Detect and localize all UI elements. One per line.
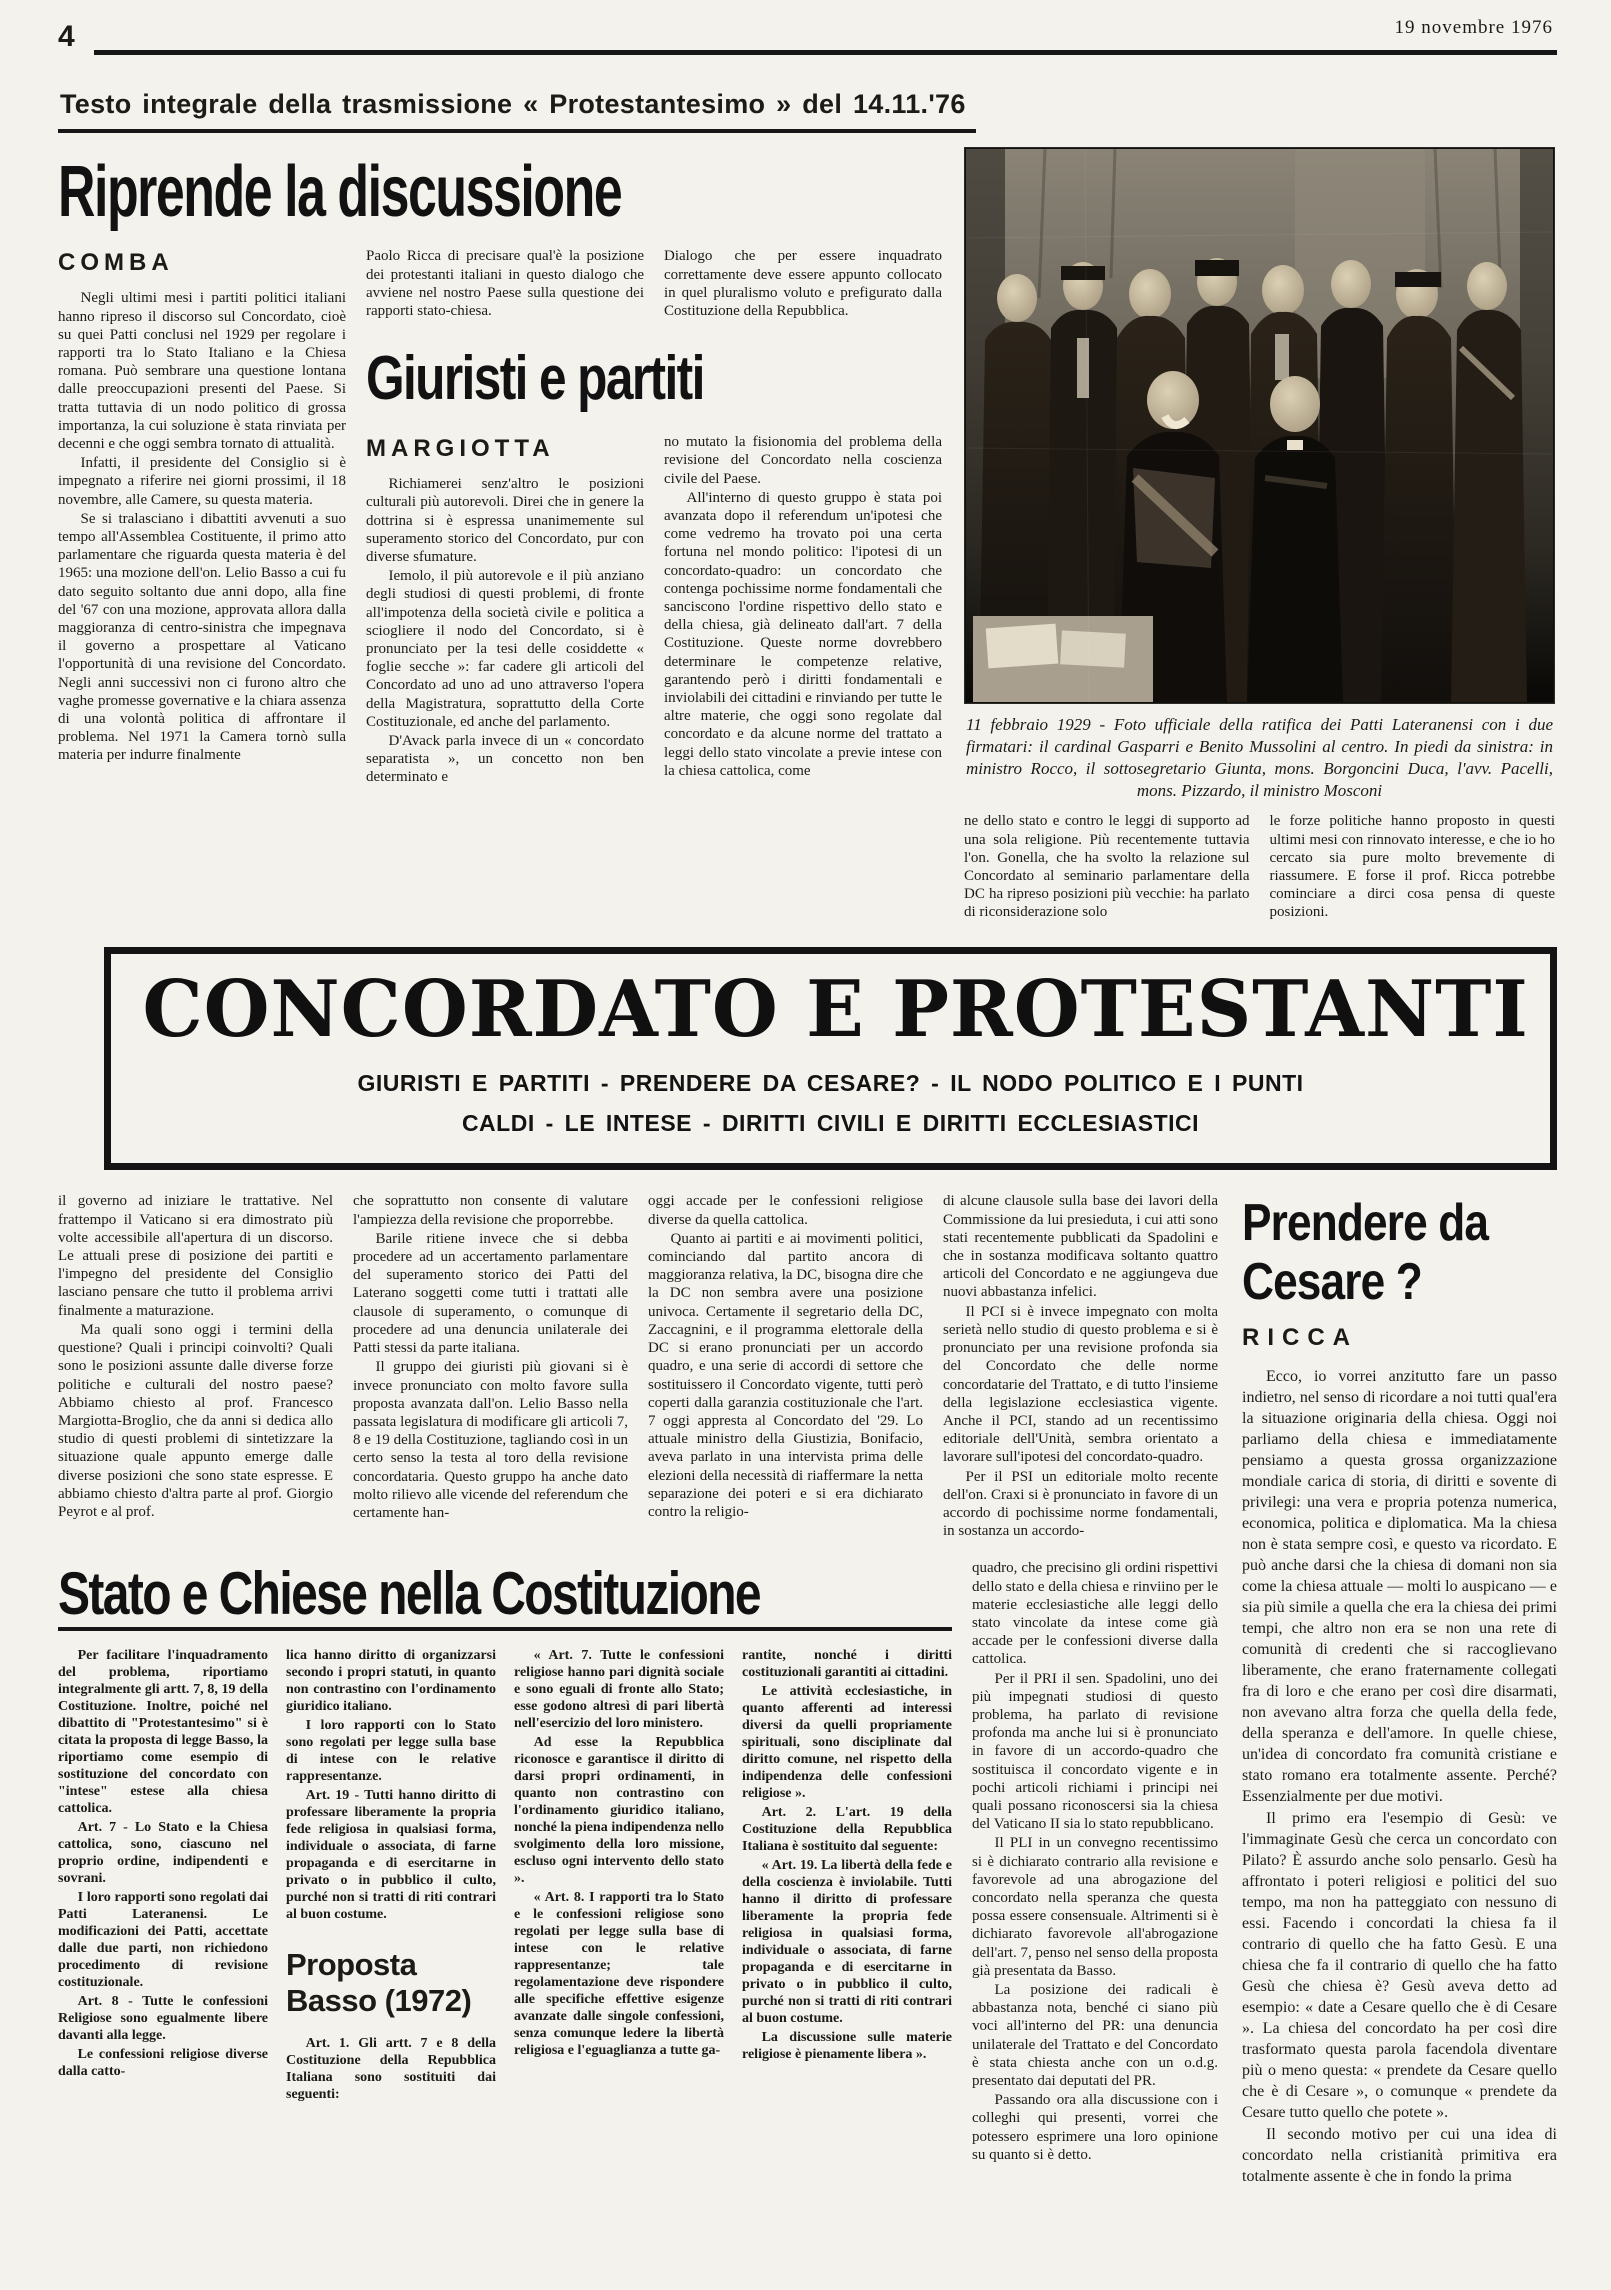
banner-box [104,947,1557,1171]
constitution-col-b-bottom: Art. 1. Gli artt. 7 e 8 della Costituzione della Repubblica Italiana sono sostituiti dai seguenti: [286,2035,496,2102]
comba-text: Negli ultimi mesi i partiti politici italiani hanno ripreso il discorso sul Concordato, cioè su quei Patti conclusi nel 1929 per regolare i rapporti tra lo Stato Italiano e la Chiesa romana. Può sembrare una questione lontana dalle preoccupazioni presenti del Paese. Si tratta tuttavia di un nodo politico di grossa importanza, la cui soluzione è stata rinviata per decenni e che oggi sembra tornato di attualità. Infatti, il presidente del Consiglio si è impegnato a riferire nei giorni prossimi, il 18 novembre, alle Camere, su questa materia. Se si tralasciano i dibattiti avvenuti a suo tempo all'Assemblea Costituente, il primo atto parlamentare che riguarda questa materia è del 1965: una mozione dell'on. Lelio Basso a cui fu dato seguito soltanto due anni dopo, alla fine del '67 con una mozione, approvata allora dalla maggioranza di centro-sinistra che impegnava il governo a prospettare al Vaticano l'opportunità di una revisione del Concordato. Negli anni successivi non ci furono altro che vaghe promesse governative e la chiara assenza di una volontà politica di affrontare il problema. Nel 1971 la Camera tornò sulla materia per indurre finalmente [58,290,346,764]
intro-continuation-left: Paolo Ricca di precisare qual'è la posizione dei protestanti italiani in questo dialogo che avviene nel nostro Paese sulla questione dei rapporti stato-chiesa. [366,248,644,319]
page-header [58,12,1557,74]
mid-column-2: che soprattutto non consente di valutare l'ampiezza della revisione che proporrebbe. Barile ritiene invece che si debba procedere ad un accertamento parlamentare del superamento storico dei Patti del Laterano soggetti come tutti i trattati alle clausole di superamento, o comunque di procedere ad una denuncia unilaterale dei Patti stessi da parte italiana. Il gruppo dei giuristi più giovani si è invece pronunciato con molto favore sulla proposta avanzata dall'on. Lelio Basso nella passata legislatura di modificare gli articoli 7, 8 e 19 della Costituzione, tagliando così in un certo senso la testa al toro della revisione concordataria. Questo gruppo ha anche dato molto rilievo alle vicende del referendum che certamente han- [353,1193,628,1521]
photo-block [964,147,1555,922]
giuristi-headline: Giuristi e partiti [366,344,704,414]
after-photo-col-right: le forze politiche hanno proposto in questi ultimi mesi con rinnovato interesse, e che io ho cercato sia pure molto brevemente di riassumere. E forse il prof. Ricca potrebbe cominciare a dirci cosa pensa di queste posizioni. [1269,813,1555,921]
giuristi-block [366,247,942,787]
byline-ricca: RICCA [1242,1323,1358,1351]
byline-comba: COMBA [58,249,174,277]
byline-margiotta: MARGIOTTA [366,435,555,463]
stato-headline: Stato e Chiese nella Costituzione [58,1559,952,1631]
lead-headline: Riprende la discussione [58,152,622,233]
lead-article-section [58,147,1557,922]
lateran-pacts-photo [964,147,1555,704]
proposta-basso-subhead: Proposta Basso (1972) [286,1947,472,2018]
issue-date: 19 novembre 1976 [1394,17,1553,38]
margiotta-text: Richiamerei senz'altro le posizioni culturali più autorevoli. Direi che in genere la dottrina si è espressa unanimemente sul superamento storico del Concordato, pur con diverse sfumature. Iemolo, il più autorevole e il più anziano degli studiosi di questi problemi, di fronte all'impotenza della società civile e politica a sciogliere il nodo del Concordato, si è pronunciato per la tesi delle cosiddette « foglie secche »: far cadere gli articoli del Concordato ad uno ad uno attraverso l'opera della Magistratura, soprattutto della Corte Costituzionale, ed anche del parlamento. D'Avack parla invece di un « concordato separatista », un concetto non ben determinato e [366,476,644,786]
cesare-article [1242,1192,1557,2187]
constitution-col-b-top: lica hanno diritto di organizzarsi secondo i propri statuti, in quanto non contrastino con l'ordinamento giuridico italiano. I loro rapporti con lo Stato sono regolati per legge sulla base di intese con le relative rappresentanze. Art. 19 - Tutti hanno diritto di professare liberamente la propria fede religiosa in qualsiasi forma, individuale o associata, di farne propaganda e di esercitarne in privato o in pubblico il culto, purché non si tratti di riti contrari al buon costume. [286,1648,496,1923]
banner-title: CONCORDATO E PROTESTANTI [142,963,1529,1055]
mid-columns [58,1192,1218,1541]
kicker-headline: Testo integrale della trasmissione « Protestantesimo » del 14.11.'76 [58,86,976,133]
constitution-col-b [286,1647,496,2104]
lead-article-left [58,147,942,922]
mid-column-4: di alcune clausole sulla base dei lavori della Commissione da lui presieduta, i cui atti sono stati recentemente pubblicati da Spadolini e che in sostanza modificava soltanto quattro articoli del Concordato e ne aggiungeva due nuovi abbastanza infelici. Il PCI si è invece impegnato con molta serietà nello studio di questo problema e si è pronunciato per una revisione profonda sia del Concordato che delle norme concordatarie del Trattato, e di tutto l'insieme della legislazione ecclesiastica vigente. Anche il PCI, stando ad un recentissimo editoriale dell'Unità, sembra orientato a lavorare sull'ipotesi del concordato-quadro. Per il PSI un editoriale molto recente dell'on. Craxi si è pronunciato in favore di un accordo di pochissime norme fondamentali, in sostanza un accordo- [943,1193,1218,1540]
constitution-col-a: Per facilitare l'inquadramento del problema, riportiamo integralmente gli artt. 7, 8, 19 della Costituzione. Inoltre, poiché nel dibattito di "Protestantesimo" si è citata la proposta di legge Basso, la riportiamo come esempio di sostituzione del concordato con "intese" estese alla chiesa cattolica. Art. 7 - Lo Stato e la Chiesa cattolica, sono, ciascuno nel proprio ordine, indipendenti e sovrani. I loro rapporti sono regolati dai Patti Lateranensi. Le modificazioni dei Patti, accettate dalle due parti, non richiedono procedimento di revisione costituzionale. Art. 8 - Tutte le confessioni Religiose sono egualmente libere davanti alla legge. Le confessioni religiose diverse dalla catto- [58,1648,268,2080]
header-rule [94,50,1557,55]
after-photo-col-left: ne dello stato e contro le leggi di supporto ad una sola religione. Più recentemente tuttavia l'on. Gonella, che ha svolto la relazione sul Concordato al seminario parlamentare della DC ha ripreso posizioni più vecchie: ha parlato di riconsiderazione solo [964,813,1250,921]
photo-caption: 11 febbraio 1929 - Foto ufficiale della ratifica dei Patti Lateranensi con i due firmatari: il cardinal Gasparri e Benito Mussolini al centro. In piedi da sinistra: in ministro Rocco, il sottosegretario Giunta, mons. Borgoncini Duca, l'avv. Pacelli, mons. Pizzardo, il ministro Mosconi [966,715,1553,801]
comba-column [58,247,346,787]
lower-left-block [58,1192,1218,2187]
parties-column-e: quadro, che precisino gli ordini rispettivi dello stato e della chiesa e rinviino per le materie ecclesiastiche alle leggi dello stato vincolate da intese come già accade per le confessioni diverse dalla cattolica. Per il PRI il sen. Spadolini, uno dei più impegnati studiosi di questo problema, ha parlato di revisione profonda ma anche lui si è pronunciato in favore di un accordo-quadro che sostituisca il concordato vigente e in pochi articoli richiami i principi nei quali possano riconoscersi sia la chiesa del Vaticano II sia lo stato repubblicano. Il PLI in un convegno recentissimo si è dichiarato contrario alla revisione e favorevole ad una abrogazione del concordato nella speranza che questa possa essere consensuale. Altrimenti si è dichiarato favorevole all'abrogazione dell'art. 7, penso nel senso della proposta già presentata da Basso. La posizione dei radicali è abbastanza nota, benché ci siano più voci all'interno del PR: una denuncia unilaterale del Trattato e del Concordato è stata chiesta anche con un o.d.g. presentato dai deputati del PR. Passando ora alla discussione con i colleghi qui presenti, vorrei che potessero esprimere una loro opinione su quanto si è detto. [972,1560,1218,2163]
photo-illustration [965,148,1554,703]
constitution-col-d: rantite, nonché i diritti costituzionali garantiti ai cittadini. Le attività ecclesiastiche, in quanto afferenti ad interessi diversi da quelli propriamente spirituali, sono disciplinate dal diritto comune, nel rispetto della indipendenza delle confessioni religiose ». Art. 2. L'art. 19 della Costituzione della Repubblica Italiana è sostituito dal seguente: « Art. 19. La libertà della fede e della coscienza è inviolabile. Tutti hanno il diritto di professare liberamente la propria fede religiosa in qualsiasi forma, individuale o associata, di farne propaganda e di esercitarne in privato o in pubblico il culto, purché non si tratti di riti contrari al buon costume. La discussione sulle materie religiose è pienamente libera ». [742,1648,952,2063]
constitution-col-c: « Art. 7. Tutte le confessioni religiose hanno pari dignità sociale e sono eguali di fronte allo Stato; esse godono altresì di pari libertà nell'esercizio del loro ministero. Ad esse la Repubblica riconosce e garantisce il diritto di darsi propri ordinamenti, in quanto non contrastino con l'ordinamento giuridico italiano, nonché la piena indipendenza nello svolgimento della loro missione, escluso ogni intervento dello stato ». « Art. 8. I rapporti tra lo Stato e le confessioni religiose sono regolati per legge sulla base di intese con le relative rappresentanze; tale regolamentazione deve rispondere alle specifiche effettive esigenze avanzate dalle singole confessioni, senza comunque ledere la libertà religiosa e l'eguaglianza a tutte ga- [514,1648,724,2059]
intro-continuation-right: Dialogo che per essere inquadrato correttamente deve essere appunto collocato in quel pluralismo voluto e prefigurato dalla Costituzione della Repubblica. [664,248,942,319]
margiotta-column [366,433,644,787]
lower-section [58,1192,1557,2187]
cesare-headline: Prendere da Cesare ? [1242,1194,1489,1311]
mid-column-1: il governo ad iniziare le trattative. Nel frattempo il Vaticano si era dimostrato più volte accessibile all'apertura di un discorso. Le attuali prese di posizione dei partiti e l'impegno del presidente del Consiglio lasciano pensare che tutto il problema arrivi finalmente a maturazione. Ma quali sono oggi i termini della questione? Quali i principi coinvolti? Quali sono le posizioni assunte dalle diverse forze politiche e culturali del nostro paese? Abbiamo chiesto al prof. Francesco Margiotta-Broglio, che da anni si dedica allo studio di questi problemi di sintetizzare la situazione quale appunto emerge dalle diverse posizioni che sono state espresse. E abbiamo chiesto d'altra parte al prof. Giorgio Peyrot e al prof. [58,1193,333,1520]
page-number: 4 [58,20,75,53]
banner-subtitle: GIURISTI E PARTITI - PRENDERE DA CESARE? - IL NODO POLITICO E I PUNTI CALDI - LE INTESE - DIRITTI CIVILI E DIRITTI ECCLESIASTICI [357,1069,1304,1137]
giuristi-text-right: no mutato la fisionomia del problema della revisione del Concordato nella coscienza civile del Paese. All'interno di questo gruppo è stata poi avanzata dopo il referendum un'ipotesi che come vedremo ha trovato poi una certa fortuna nel mondo politico: l'ipotesi di un concordato-quadro: un concordato che contenga pochissime norme fondamentali che sanciscono l'ordine rispettivo dello stato e della chiesa, già delineato dall'art. 7 della Costituzione. Queste norme dovrebbero determinare le competenze relative, garantendo però i diritti fondamentali e inviolabili dei cittadini e rinviando per tutte le altre materie, che oggi sono regolate dal concordato e da alcune norme del trattato a leggi dello stato vincolate a previe intese con la chiesa cattolica, come [664,434,942,779]
cesare-text: Ecco, io vorrei anzitutto fare un passo indietro, nel senso di ricordare a noi tutti qual'era la situazione originaria della chiesa. Oggi noi parliamo della chiesa e immediatamente pensiamo a questa grossa organizzazione mondiale carica di storia, di diritti e sovente di privilegi: una vera e propria potenza numerica, economica, politica e diplomatica. Ma la chiesa non è stata sempre così, e questo va ricordato. E può anche darsi che la chiesa di domani non sia come la chiesa attuale — molti lo auspicano — e sia più simile a quella che era la chiesa dei primi tempi, che altro non era se non una rete di comunità di credenti che si raccoglievano liberamente, che erano fraternamente collegati fra di loro e che erano per così dire disarmati, non avevano altra forza che quella della fede, della speranza e dell'amore. In quelle chiese, un'idea di concordato fra comunità cristiane e stato romano era totalmente assente. Perché? Essenzialmente per due motivi. Il primo era l'esempio di Gesù: ve l'immaginate Gesù che cerca un concordato con Pilato? È assurdo anche solo pensarlo. Gesù ha affrontato i poteri religiosi e politici del suo tempo, ma non ha patteggiato con nessuno di essi. Facendo i concordati la chiesa fa il contrario di quello che ha fatto Gesù. E una chiesa che fa il contrario di quello che ha fatto Gesù che chiesa è? Gesù aveva detto ad esempio: « date a Cesare quello che è di Cesare ». La chiesa del concordato ha per così dire trasformato questa parola facendola diventare più o meno questa: « prendete da Cesare quello che è di Cesare », o comunque « prendete da Cesare tutto quello che potete ». Il secondo motivo per cui una idea di concordato nella cristianità primitiva era totalmente assente è che in fondo la prima [1242,1367,1557,2185]
mid-column-3: oggi accade per le confessioni religiose diverse da quella cattolica. Quanto ai partiti e ai movimenti politici, cominciando dal partito ancora di maggioranza relativa, la DC, bisogna dire che la DC non sembra avere una posizione univoca. Certamente il segretario della DC, Zaccagnini, e il programma elettorale della DC si erano pronunciati per un accordo quadro, e una serie di accordi di settore che sostituissero il Concordato vigente, tutti però coperti dalla garanzia costituzionale che l'art. 7 oggi appresta al Concordato del '29. Lo attuale ministro della Giustizia, Bonifacio, aveva parlato in una intervista prima delle elezioni della necessità di riaffermare la netta separazione dei poteri e si era dichiarato contro la religio- [648,1193,923,1520]
stato-chiese-section [58,1559,1218,2165]
